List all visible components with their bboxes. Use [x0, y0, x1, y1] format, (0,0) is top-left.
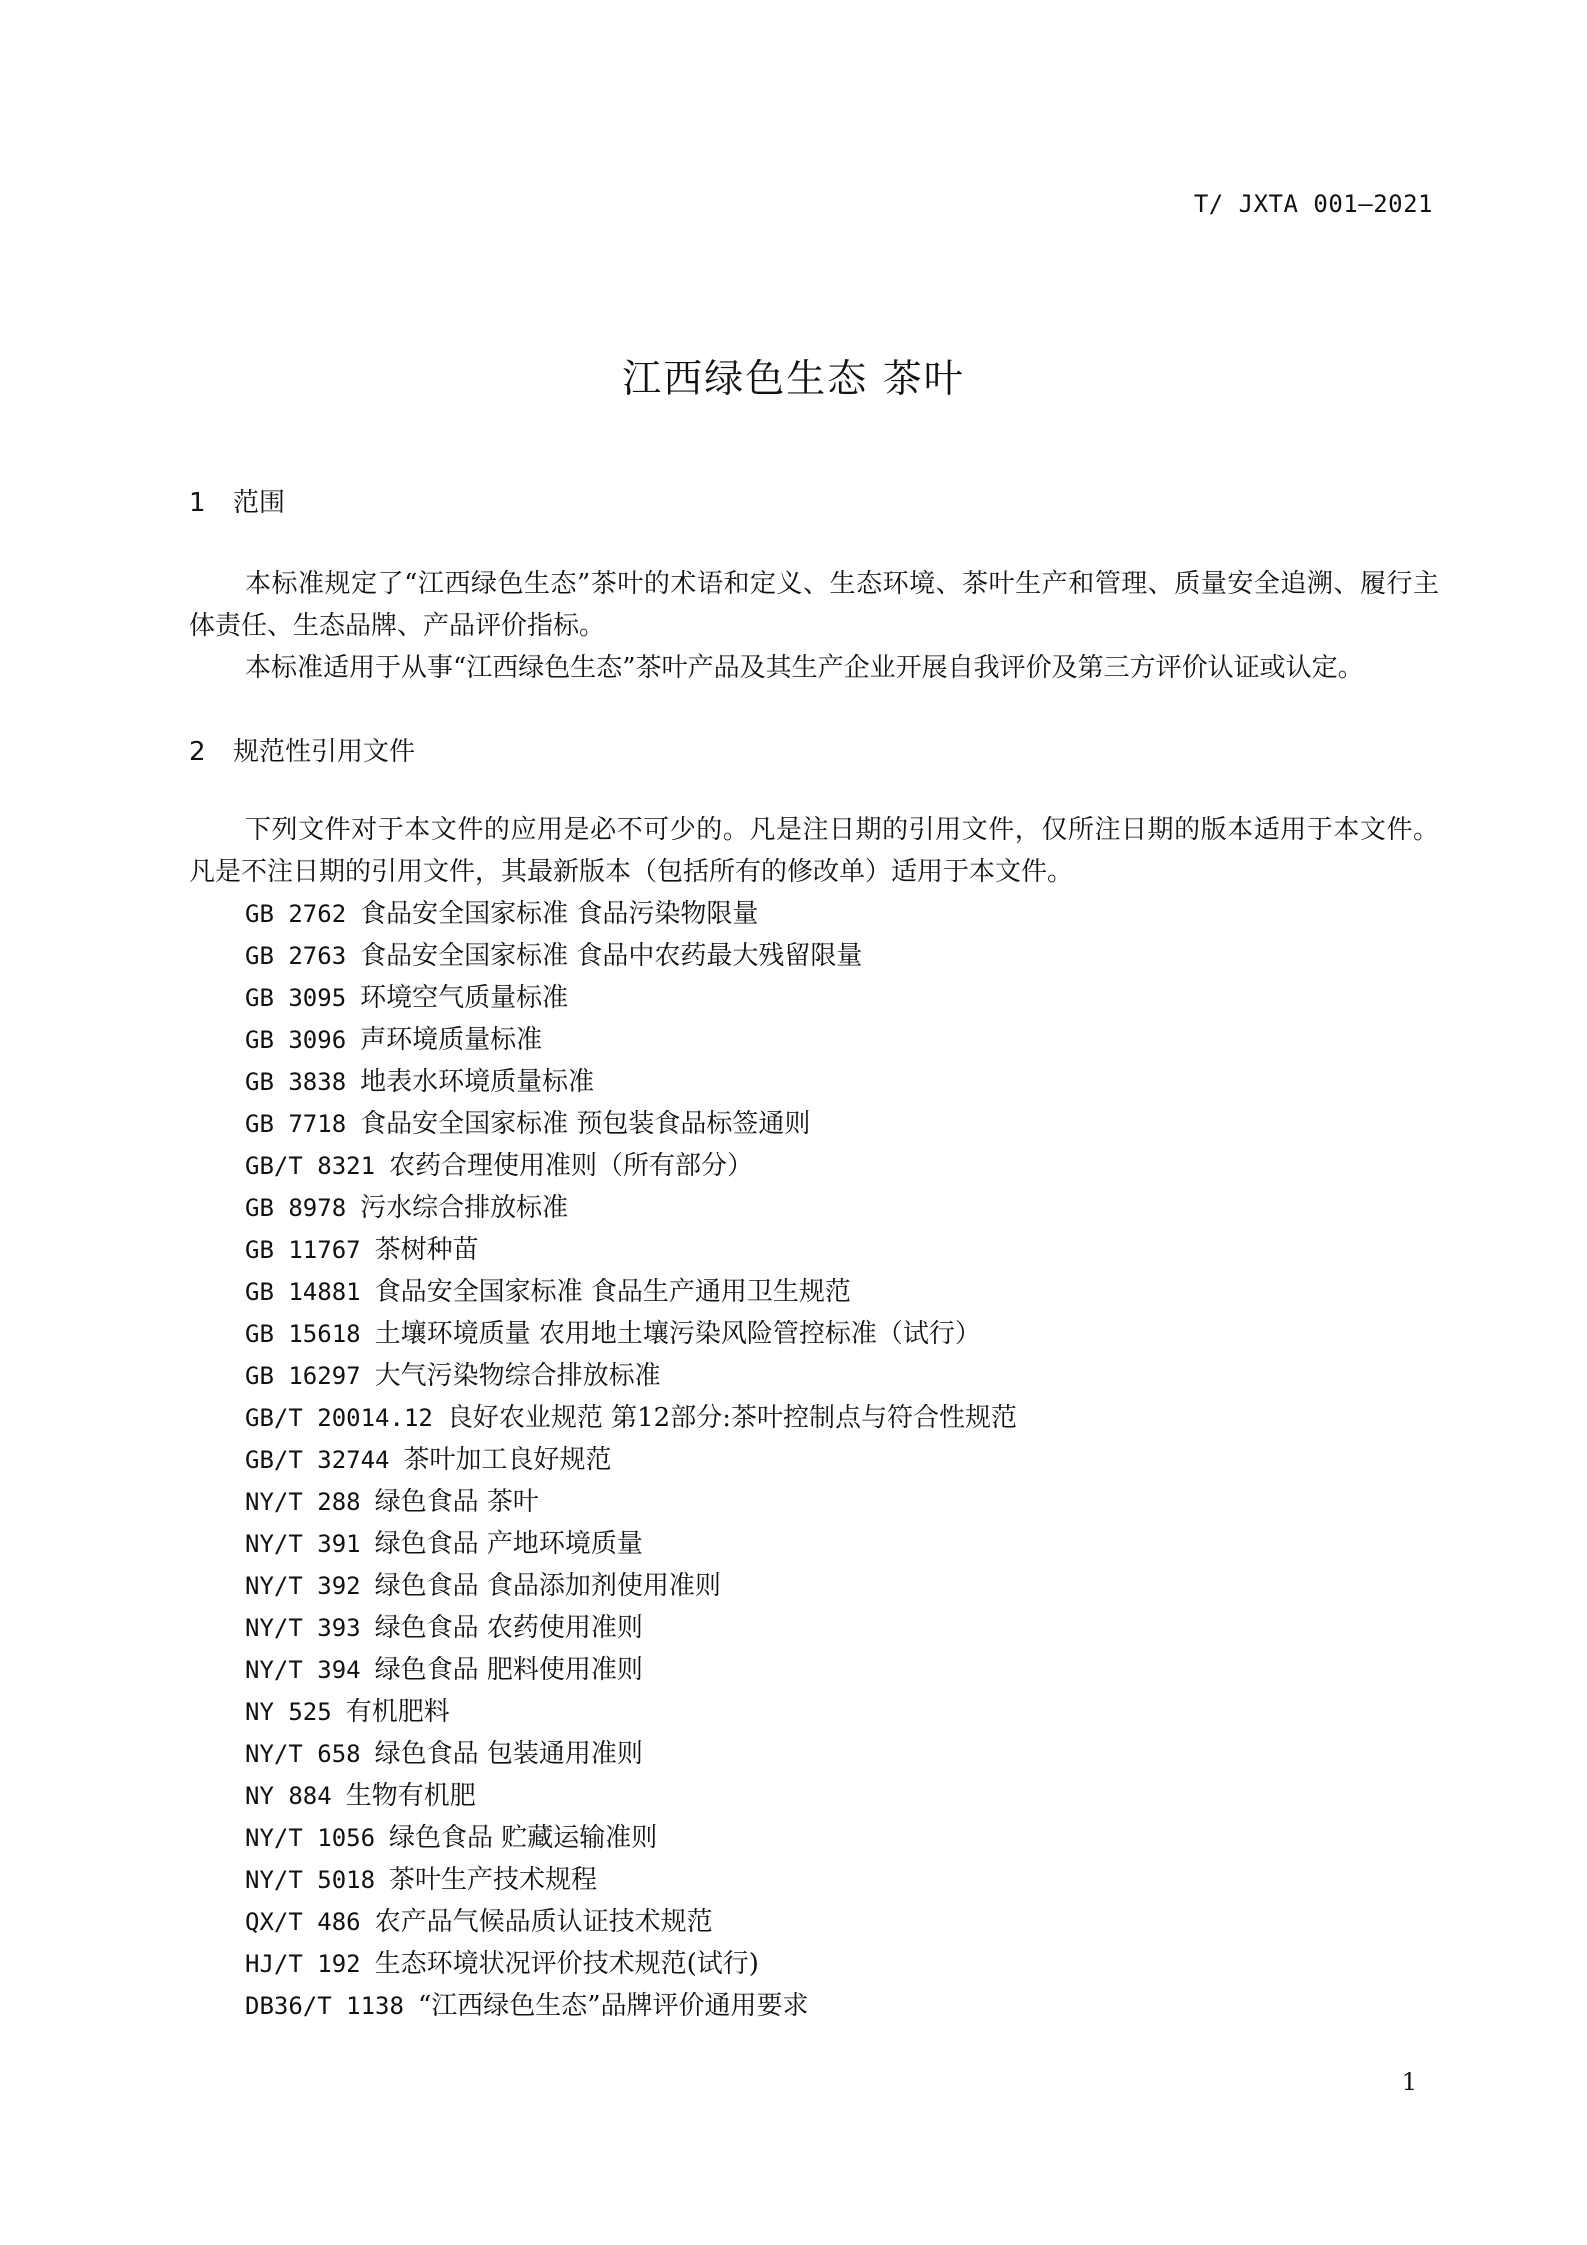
reference-item — [245, 1271, 1017, 1313]
section-number: 1 — [189, 488, 206, 518]
reference-title: 茶树种苗 — [374, 1235, 479, 1265]
reference-title: 绿色食品 茶叶 — [374, 1487, 539, 1517]
reference-item — [245, 977, 1017, 1019]
reference-item — [245, 1355, 1017, 1397]
references-list — [245, 893, 1017, 2027]
reference-code: GB 2762 — [245, 900, 347, 928]
reference-code: DB36/T 1138 — [245, 1992, 404, 2020]
reference-code: GB/T 20014.12 — [245, 1404, 433, 1432]
reference-item — [245, 1691, 1017, 1733]
reference-code: NY/T 394 — [245, 1656, 361, 1684]
reference-title: 农产品气候品质认证技术规范 — [374, 1907, 713, 1937]
reference-title: 茶叶加工良好规范 — [403, 1445, 612, 1475]
reference-title: 绿色食品 肥料使用准则 — [374, 1655, 643, 1685]
reference-item — [245, 1145, 1017, 1187]
reference-code: GB 7718 — [245, 1110, 347, 1138]
reference-title: 茶叶生产技术规程 — [389, 1865, 598, 1895]
reference-title: 食品安全国家标准 预包装食品标签通则 — [360, 1109, 811, 1139]
reference-code: GB 11767 — [245, 1236, 361, 1264]
reference-code: QX/T 486 — [245, 1908, 361, 1936]
reference-title: 土壤环境质量 农用地土壤污染风险管控标准（试行） — [374, 1319, 981, 1349]
reference-item — [245, 1103, 1017, 1145]
reference-title: 环境空气质量标准 — [360, 983, 569, 1013]
reference-item — [245, 1943, 1017, 1985]
page-number: 1 — [1401, 2068, 1417, 2096]
reference-code: NY 884 — [245, 1782, 332, 1810]
reference-title: 生态环境状况评价技术规范(试行) — [374, 1949, 759, 1979]
reference-code: GB 3095 — [245, 984, 347, 1012]
reference-title: 地表水环境质量标准 — [360, 1067, 595, 1097]
reference-item — [245, 1523, 1017, 1565]
reference-code: NY/T 5018 — [245, 1866, 376, 1894]
paragraph-scope-2: 本标准适用于从事“江西绿色生态”茶叶产品及其生产企业开展自我评价及第三方评价认证或认定。 — [245, 653, 1364, 683]
paragraph-scope-1: 本标准规定了“江西绿色生态”茶叶的术语和定义、生态环境、茶叶生产和管理、质量安全追溯、履行主体责任、生态品牌、产品评价指标。 — [189, 569, 1439, 641]
reference-item — [245, 1565, 1017, 1607]
reference-code: NY 525 — [245, 1698, 332, 1726]
section-1-heading — [189, 482, 285, 519]
reference-code: GB 3838 — [245, 1068, 347, 1096]
reference-code: NY/T 658 — [245, 1740, 361, 1768]
reference-title: 绿色食品 贮藏运输准则 — [389, 1823, 658, 1853]
reference-item — [245, 1313, 1017, 1355]
reference-item — [245, 1019, 1017, 1061]
reference-code: GB 16297 — [245, 1362, 361, 1390]
reference-title: “江西绿色生态”品牌评价通用要求 — [417, 1991, 809, 2021]
reference-code: HJ/T 192 — [245, 1950, 361, 1978]
section-2-heading — [189, 731, 415, 768]
section-title: 范围 — [233, 488, 286, 518]
document-title: 江西绿色生态 茶叶 — [622, 357, 965, 402]
reference-item — [245, 935, 1017, 977]
reference-title: 食品安全国家标准 食品污染物限量 — [360, 899, 759, 929]
reference-code: NY/T 391 — [245, 1530, 361, 1558]
reference-item — [245, 1817, 1017, 1859]
reference-item — [245, 893, 1017, 935]
reference-title: 良好农业规范 第12部分:茶叶控制点与符合性规范 — [446, 1403, 1017, 1433]
paragraph-references-intro: 下列文件对于本文件的应用是必不可少的。凡是注日期的引用文件，仅所注日期的版本适用于本文件。凡是不注日期的引用文件，其最新版本（包括所有的修改单）适用于本文件。 — [189, 815, 1439, 887]
reference-code: NY/T 1056 — [245, 1824, 376, 1852]
reference-code: GB 3096 — [245, 1026, 347, 1054]
reference-title: 生物有机肥 — [345, 1781, 476, 1811]
reference-title: 绿色食品 产地环境质量 — [374, 1529, 643, 1559]
reference-item — [245, 1859, 1017, 1901]
reference-title: 农药合理使用准则（所有部分） — [389, 1151, 754, 1181]
reference-title: 有机肥料 — [345, 1697, 450, 1727]
reference-code: GB/T 8321 — [245, 1152, 376, 1180]
reference-item — [245, 1733, 1017, 1775]
reference-code: GB 8978 — [245, 1194, 347, 1222]
reference-code: NY/T 288 — [245, 1488, 361, 1516]
reference-item — [245, 1607, 1017, 1649]
reference-code: NY/T 393 — [245, 1614, 361, 1642]
reference-title: 声环境质量标准 — [360, 1025, 543, 1055]
reference-title: 污水综合排放标准 — [360, 1193, 569, 1223]
section-title: 规范性引用文件 — [233, 737, 416, 767]
reference-item — [245, 1985, 1017, 2027]
reference-code: NY/T 392 — [245, 1572, 361, 1600]
reference-code: GB 2763 — [245, 942, 347, 970]
reference-item — [245, 1061, 1017, 1103]
reference-code: GB 14881 — [245, 1278, 361, 1306]
reference-title: 食品安全国家标准 食品生产通用卫生规范 — [374, 1277, 851, 1307]
reference-title: 绿色食品 食品添加剂使用准则 — [374, 1571, 721, 1601]
reference-title: 大气污染物综合排放标准 — [374, 1361, 661, 1391]
reference-item — [245, 1775, 1017, 1817]
reference-item — [245, 1187, 1017, 1229]
reference-item — [245, 1649, 1017, 1691]
reference-code: GB 15618 — [245, 1320, 361, 1348]
reference-item — [245, 1481, 1017, 1523]
section-number: 2 — [189, 737, 206, 767]
reference-title: 食品安全国家标准 食品中农药最大残留限量 — [360, 941, 863, 971]
reference-item — [245, 1397, 1017, 1439]
reference-item — [245, 1229, 1017, 1271]
reference-title: 绿色食品 农药使用准则 — [374, 1613, 643, 1643]
document-code: T/ JXTA 001—2021 — [1193, 190, 1433, 218]
reference-code: GB/T 32744 — [245, 1446, 390, 1474]
reference-item — [245, 1901, 1017, 1943]
reference-item — [245, 1439, 1017, 1481]
reference-title: 绿色食品 包装通用准则 — [374, 1739, 643, 1769]
